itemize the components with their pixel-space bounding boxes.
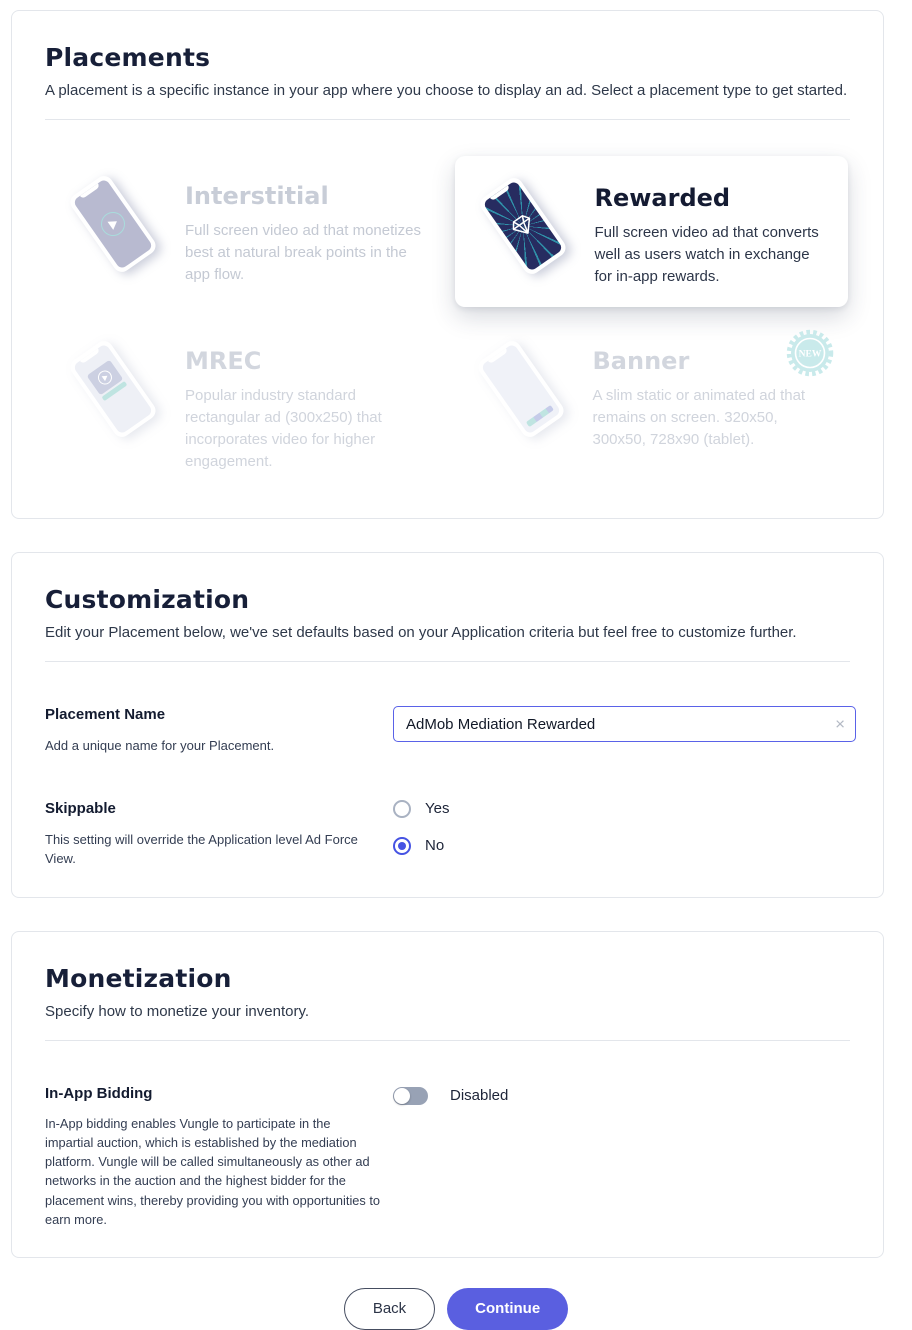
new-badge-icon (786, 329, 834, 377)
placement-type-name: Rewarded (594, 184, 731, 212)
placements-subtitle: A placement is a specific instance in your app where you choose to display an ad. Select a placement type to get started. (45, 82, 848, 99)
svg-text:NEW: NEW (798, 349, 822, 360)
mrec-phone-illustration (63, 339, 163, 443)
customization-title: Customization (45, 585, 250, 615)
in-app-bidding-row (45, 1085, 850, 1229)
in-app-bidding-label: In-App Bidding (45, 1084, 153, 1102)
placement-name-row (45, 706, 850, 756)
divider (45, 1040, 850, 1041)
placements-title: Placements (45, 43, 211, 72)
toggle-knob (394, 1088, 410, 1104)
in-app-bidding-help: In-App bidding enables Vungle to participate in the impartial auction, which is established by the mediation platform. Vungle will be called simultaneously as other ad networks in the auction and the highest bidder for the placement wins, thereby providing you with opportunities to earn more. (45, 1115, 381, 1227)
in-app-bidding-state: Disabled (450, 1087, 509, 1105)
back-button[interactable]: Back (344, 1288, 435, 1330)
banner-ad-strip (525, 405, 553, 427)
monetization-title: Monetization (45, 963, 232, 993)
radio-option-label: Yes (425, 800, 450, 818)
radio-unselected-icon[interactable] (393, 800, 411, 818)
placement-type-name: MREC (185, 347, 262, 376)
placement-type-description: Popular industry standard rectangular ad (300x250) that incorporates video for higher engagement. (185, 387, 382, 470)
interstitial-phone-illustration (63, 174, 163, 278)
rewarded-phone-illustration (473, 176, 573, 280)
in-app-bidding-toggle[interactable] (393, 1087, 428, 1105)
play-icon (96, 207, 129, 240)
continue-button[interactable]: Continue (447, 1288, 568, 1330)
divider (45, 119, 850, 120)
placement-type-mrec[interactable] (47, 321, 441, 490)
placement-name-help: Add a unique name for your Placement. (45, 738, 275, 754)
skippable-label: Skippable (45, 799, 116, 817)
placement-type-banner[interactable] (455, 321, 849, 490)
customization-subtitle: Edit your Placement below, we've set defaults based on your Application criteria but feel free to customize further. (45, 624, 797, 642)
placement-type-name: Interstitial (185, 182, 329, 210)
placement-type-name: Banner (592, 347, 690, 376)
divider (45, 661, 850, 662)
radio-selected-icon[interactable] (393, 837, 411, 855)
footer-actions (0, 1288, 912, 1330)
customization-card (11, 552, 884, 898)
gem-icon (504, 208, 540, 244)
placement-type-description: A slim static or animated ad that remains on screen. 320x50, 300x50, 728x90 (tablet). (592, 387, 806, 448)
placements-card (11, 10, 884, 519)
clear-icon[interactable]: × (835, 714, 845, 734)
skippable-help: This setting will override the Application level Ad Force View. (45, 831, 358, 867)
skippable-option-yes[interactable] (393, 800, 850, 818)
placement-type-interstitial[interactable] (47, 156, 441, 307)
skippable-option-no[interactable] (393, 837, 850, 855)
placement-type-description: Full screen video ad that converts well as users watch in exchange for in-app rewards. (594, 224, 819, 285)
skippable-row (45, 800, 850, 869)
monetization-subtitle: Specify how to monetize your inventory. (45, 1002, 310, 1020)
placement-type-description: Full screen video ad that monetizes best at natural break points in the app flow. (185, 222, 421, 283)
radio-option-label: No (425, 837, 445, 855)
play-icon (95, 368, 114, 387)
placement-type-rewarded[interactable] (455, 156, 849, 307)
placement-name-input[interactable] (393, 706, 856, 742)
monetization-card (11, 931, 884, 1258)
banner-phone-illustration (471, 339, 571, 443)
page-top-spacer (0, 0, 912, 10)
placement-name-label: Placement Name (45, 706, 166, 724)
placement-type-grid (45, 156, 850, 490)
